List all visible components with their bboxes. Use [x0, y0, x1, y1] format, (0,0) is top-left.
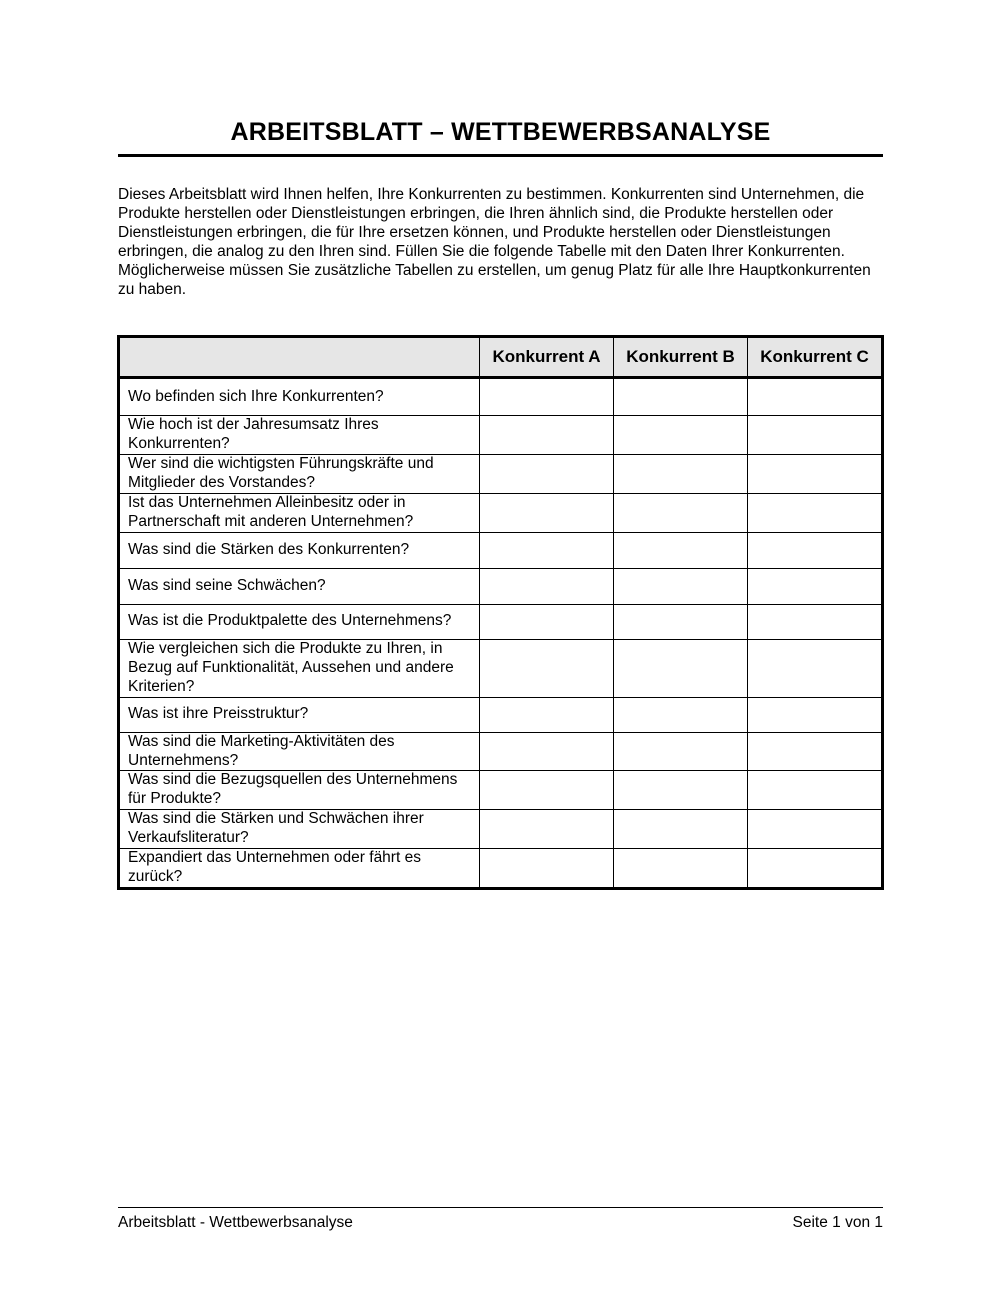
table-row	[119, 771, 883, 810]
answer-cell-c[interactable]	[748, 378, 883, 416]
table-row	[119, 849, 883, 889]
answer-cell-a[interactable]	[480, 493, 614, 532]
answer-cell-b[interactable]	[614, 810, 748, 849]
answer-cell-a[interactable]	[480, 568, 614, 604]
question-cell: Wie hoch ist der Jahresumsatz Ihres Konkurrenten?	[119, 416, 480, 455]
answer-cell-c[interactable]	[748, 493, 883, 532]
answer-cell-c[interactable]	[748, 849, 883, 889]
answer-cell-a[interactable]	[480, 849, 614, 889]
question-cell: Wo befinden sich Ihre Konkurrenten?	[119, 378, 480, 416]
table-row	[119, 454, 883, 493]
question-cell: Expandiert das Unternehmen oder fährt es zurück?	[119, 849, 480, 889]
answer-cell-a[interactable]	[480, 378, 614, 416]
table-row	[119, 810, 883, 849]
answer-cell-a[interactable]	[480, 454, 614, 493]
answer-cell-b[interactable]	[614, 639, 748, 697]
table-row	[119, 493, 883, 532]
question-cell: Was sind seine Schwächen?	[119, 568, 480, 604]
answer-cell-b[interactable]	[614, 416, 748, 455]
answer-cell-a[interactable]	[480, 604, 614, 639]
question-cell: Ist das Unternehmen Alleinbesitz oder in Partnerschaft mit anderen Unternehmen?	[119, 493, 480, 532]
question-cell: Was sind die Marketing-Aktivitäten des Unternehmens?	[119, 732, 480, 771]
footer-divider	[118, 1207, 883, 1208]
intro-paragraph: Dieses Arbeitsblatt wird Ihnen helfen, Ihre Konkurrenten zu bestimmen. Konkurrenten sind Unternehmen, die Produkte herstellen oder Dienstleistungen erbringen, die Ihren ähnlich sind, die Produkte herstellen oder Dienstleistungen erbringen, die für Ihre ersetzen können, und Produkte herstellen oder Dienstleistungen erbringen, die analog zu den Ihren sind. Füllen Sie die folgende Tabelle mit den Daten Ihrer Konkurrenten. Möglicherweise müssen Sie zusätzliche Tabellen zu erstellen, um genug Platz für alle Ihre Hauptkonkurrenten zu haben.	[118, 186, 871, 298]
question-cell: Was ist ihre Preisstruktur?	[119, 697, 480, 732]
table-row	[119, 416, 883, 455]
table-row	[119, 697, 883, 732]
table-row	[119, 568, 883, 604]
answer-cell-c[interactable]	[748, 568, 883, 604]
table-header-row	[119, 337, 883, 378]
answer-cell-c[interactable]	[748, 604, 883, 639]
answer-cell-c[interactable]	[748, 639, 883, 697]
competitor-table	[117, 335, 884, 890]
answer-cell-c[interactable]	[748, 771, 883, 810]
answer-cell-b[interactable]	[614, 771, 748, 810]
table-row	[119, 732, 883, 771]
answer-cell-b[interactable]	[614, 378, 748, 416]
answer-cell-b[interactable]	[614, 604, 748, 639]
answer-cell-b[interactable]	[614, 849, 748, 889]
answer-cell-b[interactable]	[614, 568, 748, 604]
page-title: ARBEITSBLATT – WETTBEWERBSANALYSE	[230, 118, 771, 146]
title-divider	[118, 154, 883, 157]
answer-cell-c[interactable]	[748, 810, 883, 849]
question-cell: Was sind die Stärken und Schwächen ihrer Verkaufsliteratur?	[119, 810, 480, 849]
answer-cell-b[interactable]	[614, 493, 748, 532]
question-cell: Was sind die Bezugsquellen des Unternehmens für Produkte?	[119, 771, 480, 810]
table-row	[119, 378, 883, 416]
table-row	[119, 532, 883, 568]
answer-cell-b[interactable]	[614, 732, 748, 771]
table-row	[119, 639, 883, 697]
question-cell: Was ist die Produktpalette des Unternehmens?	[119, 604, 480, 639]
answer-cell-a[interactable]	[480, 732, 614, 771]
footer-page-number: Seite 1 von 1	[792, 1214, 883, 1231]
answer-cell-c[interactable]	[748, 697, 883, 732]
table-row	[119, 604, 883, 639]
header-question-column	[119, 337, 480, 378]
header-competitor-b: Konkurrent B	[614, 337, 748, 378]
answer-cell-c[interactable]	[748, 416, 883, 455]
header-competitor-c: Konkurrent C	[748, 337, 883, 378]
answer-cell-a[interactable]	[480, 697, 614, 732]
answer-cell-b[interactable]	[614, 454, 748, 493]
answer-cell-b[interactable]	[614, 532, 748, 568]
answer-cell-a[interactable]	[480, 771, 614, 810]
answer-cell-c[interactable]	[748, 532, 883, 568]
footer-document-title: Arbeitsblatt - Wettbewerbsanalyse	[118, 1214, 353, 1231]
question-cell: Was sind die Stärken des Konkurrenten?	[119, 532, 480, 568]
answer-cell-a[interactable]	[480, 416, 614, 455]
answer-cell-c[interactable]	[748, 732, 883, 771]
answer-cell-c[interactable]	[748, 454, 883, 493]
answer-cell-b[interactable]	[614, 697, 748, 732]
header-competitor-a: Konkurrent A	[480, 337, 614, 378]
answer-cell-a[interactable]	[480, 810, 614, 849]
question-cell: Wie vergleichen sich die Produkte zu Ihren, in Bezug auf Funktionalität, Aussehen und andere Kriterien?	[119, 639, 480, 697]
answer-cell-a[interactable]	[480, 532, 614, 568]
question-cell: Wer sind die wichtigsten Führungskräfte und Mitglieder des Vorstandes?	[119, 454, 480, 493]
answer-cell-a[interactable]	[480, 639, 614, 697]
